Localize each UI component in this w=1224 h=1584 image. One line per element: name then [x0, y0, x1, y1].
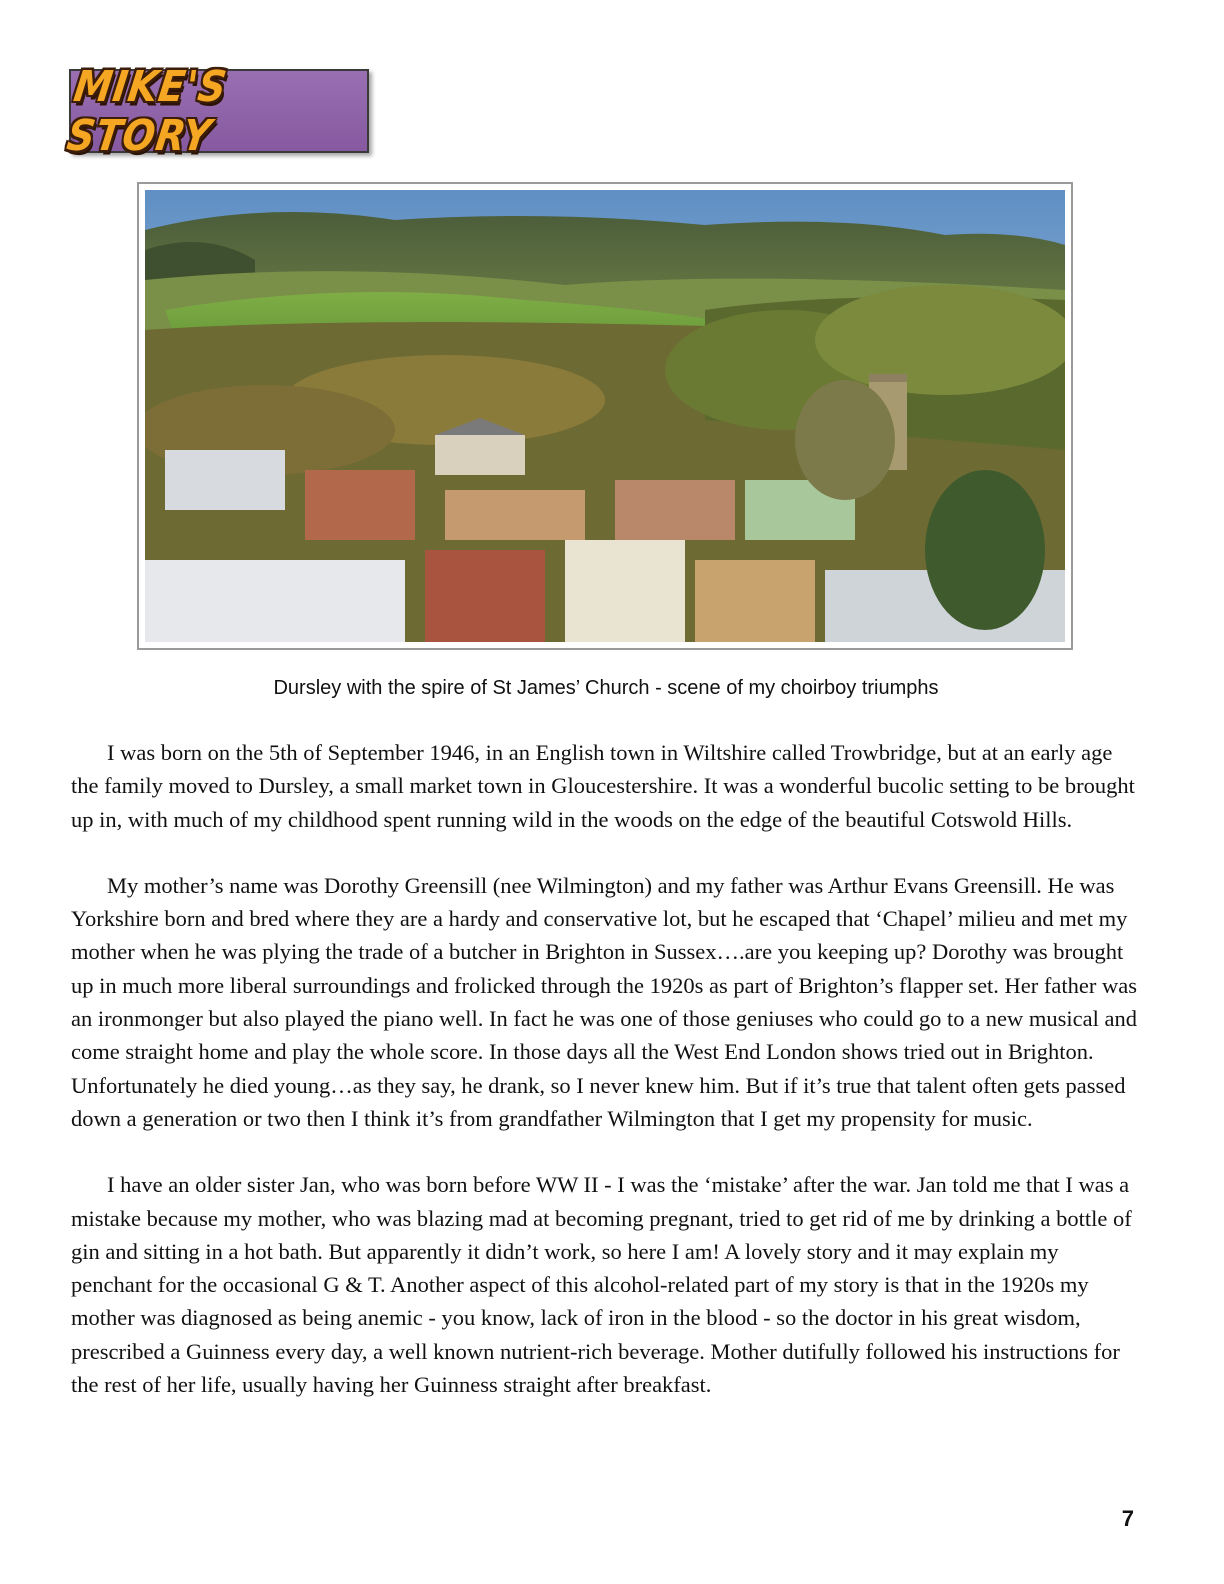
paragraph-3: I have an older sister Jan, who was born before WW II - I was the ‘mistake’ after the war. Jan told me that I was a mistake because my mother, who was blazing mad at becoming pregnant, tried to get rid of me by drinking a bottle of gin and sitting in a hot bath. But apparently it didn’t work, so here I am! A lovely story and it may explain my penchant for the occasional G & T. Another aspect of this alcohol-related part of my story is that in the 1920s my mother was diagnosed as being anemic - you know, lack of iron in the blood - so the doctor in his great wisdom, prescribed a Guinness every day, a well known nutrient-rich beverage. Mother dutifully followed his instructions for the rest of her life, usually having her Guinness straight after breakfast.: [71, 1172, 1132, 1398]
paragraph-2: My mother’s name was Dorothy Greensill (nee Wilmington) and my father was Arthur Evans Greensill. He was Yorkshire born and bred where they are a hardy and conservative lot, but he escaped that ‘Chapel’ milieu and met my mother when he was plying the trade of a butcher in Brighton in Sussex….are you keeping up? Dorothy was brought up in much more liberal surroundings and frolicked through the 1920s as part of Brighton’s flapper set. Her father was an ironmonger but also played the piano well. In fact he was one of those geniuses who could go to a new musical and come straight home and play the whole score. In those days all the West End London shows tried out in Brighton. Unfortunately he died young…as they say, he drank, so I never knew him. But if it’s true that talent often gets passed down a generation or two then I think it’s from grandfather Wilmington that I get my propensity for music.: [71, 872, 1137, 1131]
photo-frame: [137, 182, 1073, 650]
story-title: MIKE'S STORY: [64, 61, 231, 161]
photo-caption: Dursley with the spire of St James’ Church - scene of my choirboy triumphs: [273, 677, 939, 699]
story-body: [71, 736, 1143, 1434]
page-number: 7: [1121, 1506, 1134, 1531]
landscape-photo: [145, 190, 1065, 642]
paragraph-1: I was born on the 5th of September 1946, in an English town in Wiltshire called Trowbridge, but at an early age the family moved to Dursley, a small market town in Gloucestershire. It was a wonderful bucolic setting to be brought up in, with much of my childhood spent running wild in the woods on the edge of the beautiful Cotswold Hills.: [71, 740, 1135, 832]
story-title-badge: [64, 61, 369, 161]
